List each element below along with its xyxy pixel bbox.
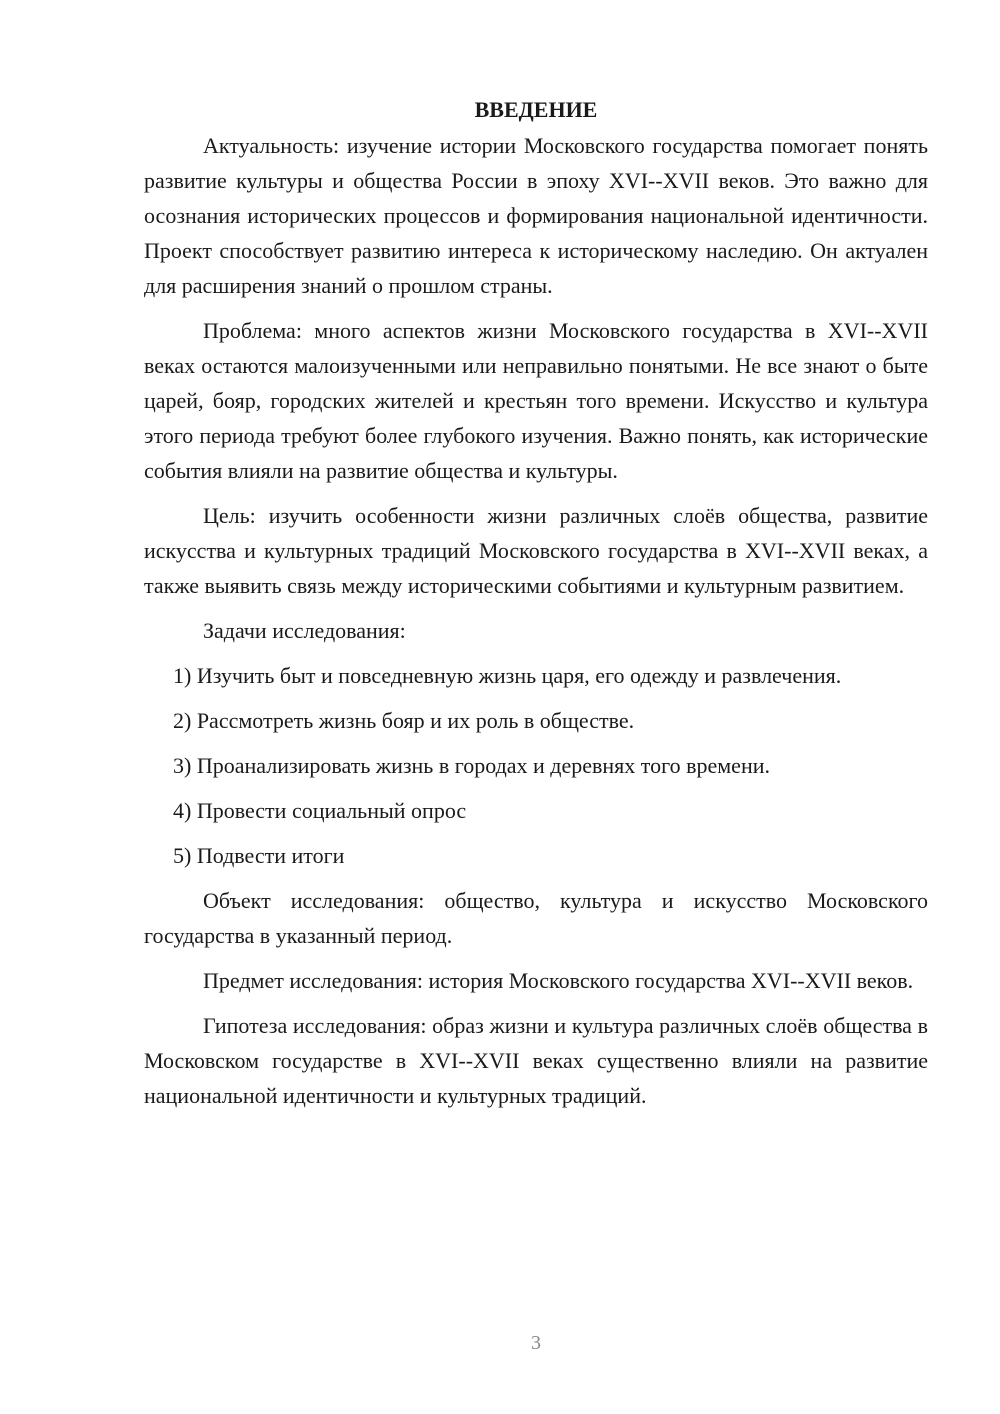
- goal-paragraph: Цель: изучить особенности жизни различных слоёв общества, развитие искусства и культурных традиций Московского государства в XVI--XVII веках, а также выявить связь между историческими событиями и культурным развитием.: [144, 503, 928, 598]
- page-number: 3: [531, 1332, 541, 1354]
- relevance-paragraph: Актуальность: изучение истории Московского государства помогает понять развитие культуры и общества России в эпоху XVI--XVII веков. Это важно для осознания исторических процессов и формирования национальной идентичности. Проект способствует развитию интереса к историческому наследию. Он актуален для расширения знаний о прошлом страны.: [144, 133, 928, 298]
- hypothesis-paragraph: Гипотеза исследования: образ жизни и культура различных слоёв общества в Московском государстве в XVI--XVII веках существенно влияли на развитие национальной идентичности и культурных традиций.: [144, 1013, 928, 1108]
- subject-paragraph: Предмет исследования: история Московского государства XVI--XVII веков.: [203, 968, 914, 993]
- page-heading: ВВЕДЕНИЕ: [474, 97, 598, 122]
- task-item: 5) Подвести итоги: [173, 843, 345, 868]
- page-content: [144, 92, 928, 1113]
- task-item: 2) Рассмотреть жизнь бояр и их роль в обществе.: [173, 708, 635, 733]
- task-item: 3) Проанализировать жизнь в городах и деревнях того времени.: [173, 753, 770, 778]
- problem-paragraph: Проблема: много аспектов жизни Московского государства в XVI--XVII веках остаются малоизученными или неправильно понятыми. Не все знают о быте царей, бояр, городских жителей и крестьян того времени. Искусство и культура этого периода требуют более глубокого изучения. Важно понять, как исторические события влияли на развитие общества и культуры.: [144, 318, 928, 483]
- task-item: 1) Изучить быт и повседневную жизнь царя, его одежду и развлечения.: [173, 663, 842, 688]
- tasks-title: Задачи исследования:: [203, 618, 406, 643]
- object-paragraph: Объект исследования: общество, культура и искусство Московского государства в указанный период.: [144, 888, 928, 948]
- task-item: 4) Провести социальный опрос: [173, 798, 467, 823]
- tasks-list: [144, 658, 928, 873]
